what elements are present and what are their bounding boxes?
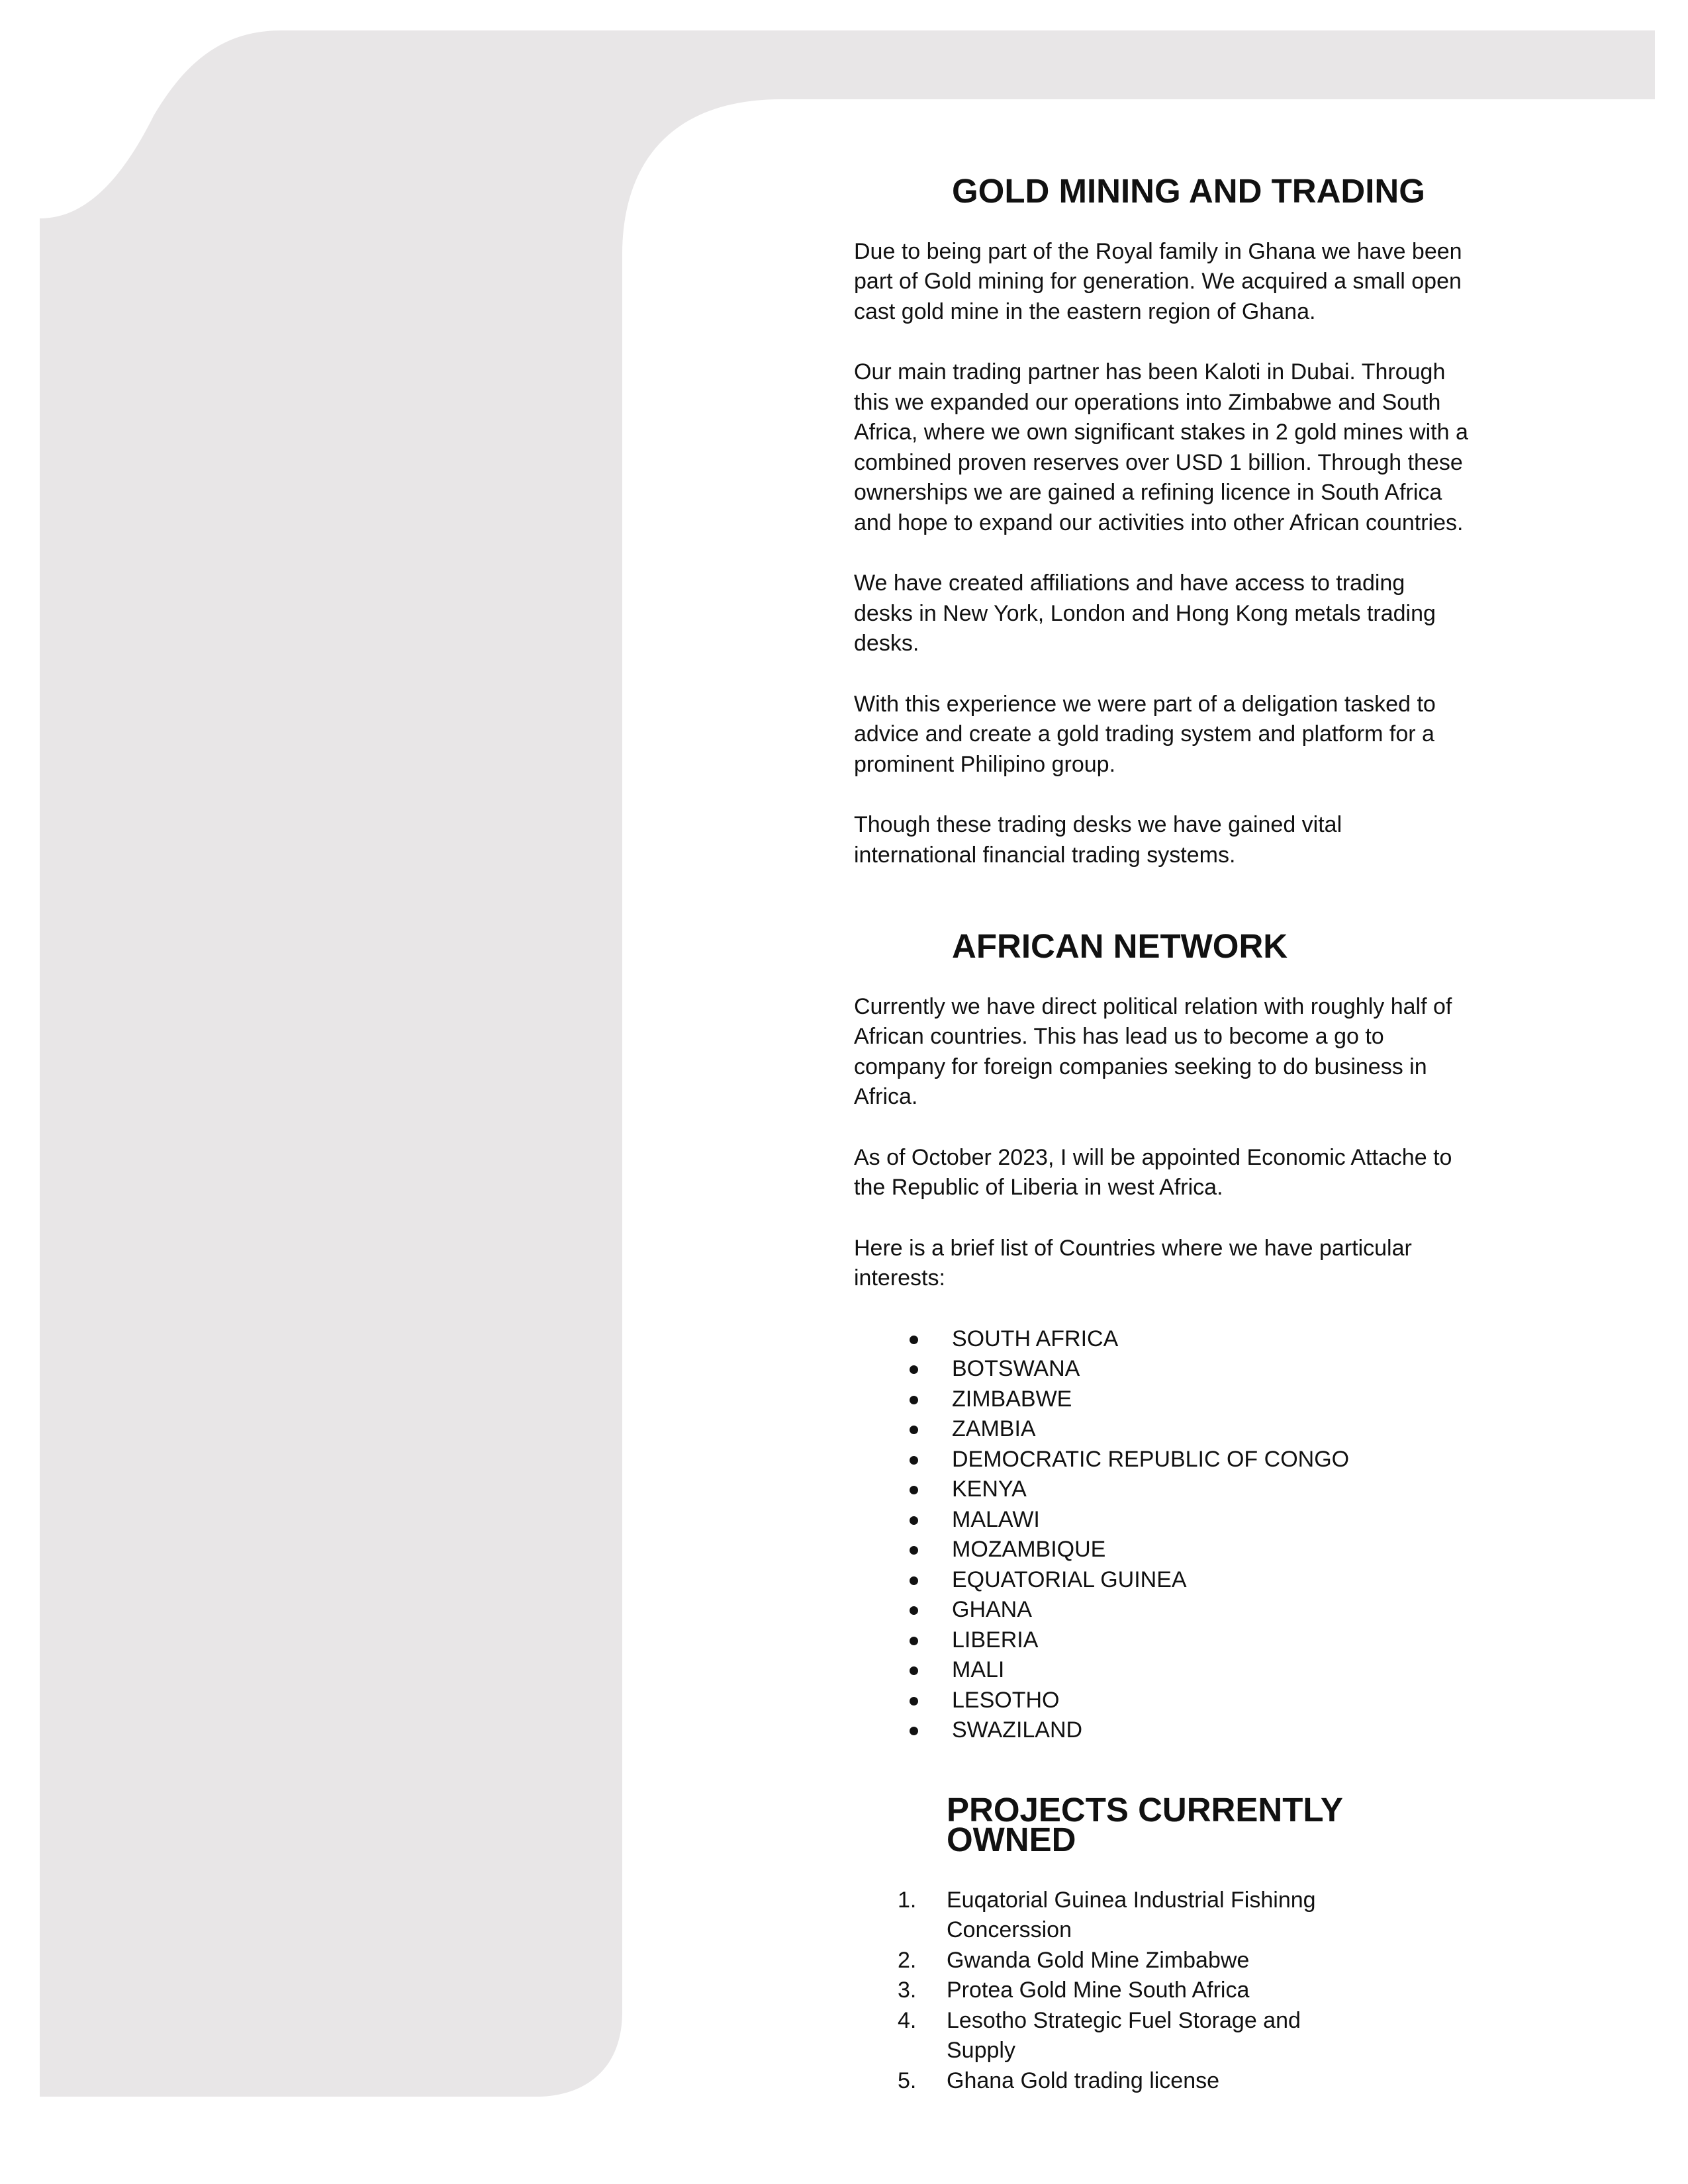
bullet-icon (910, 1365, 918, 1374)
country-label: EQUATORIAL GUINEA (952, 1567, 1187, 1592)
paragraph: Though these trading desks we have gained vital international financial trading systems. (854, 812, 1342, 868)
list-item (854, 1686, 1470, 1716)
country-label: LESOTHO (952, 1687, 1060, 1713)
bullet-icon (910, 1396, 918, 1404)
bullet-icon (910, 1456, 918, 1465)
list-item (854, 2066, 1331, 2097)
project-label: Ghana Gold trading license (947, 2068, 1220, 2093)
paragraph: As of October 2023, I will be appointed Economic Attache to the Republic of Liberia in west Africa. (854, 1144, 1452, 1200)
list-number: 3. (898, 1978, 917, 2003)
paragraph: Due to being part of the Royal family in Ghana we have been part of Gold mining for generation. We acquired a small open cast gold mine in the eastern region of Ghana. (854, 238, 1462, 324)
country-label: GHANA (952, 1597, 1032, 1622)
bullet-icon (910, 1697, 918, 1706)
bullet-icon (910, 1546, 918, 1555)
section-heading-gold-mining: GOLD MINING AND TRADING (952, 172, 1425, 210)
country-label: SWAZILAND (952, 1717, 1083, 1743)
bullet-icon (910, 1637, 918, 1645)
bullet-icon (910, 1426, 918, 1434)
country-label: MOZAMBIQUE (952, 1537, 1106, 1562)
country-label: MALI (952, 1657, 1005, 1682)
list-item (854, 1946, 1331, 1976)
section-heading-african-network: AFRICAN NETWORK (952, 927, 1288, 965)
list-item (854, 1565, 1470, 1596)
project-label: Lesotho Strategic Fuel Storage and Supply (947, 2007, 1301, 2063)
paragraph: Currently we have direct political relation with roughly half of African countries. This has lead us to become a go to company for foreign companies seeking to do business in Africa. (854, 993, 1452, 1109)
bullet-icon (910, 1666, 918, 1675)
list-number: 4. (898, 2007, 917, 2033)
list-item (854, 1715, 1470, 1746)
list-item (854, 1655, 1470, 1686)
bullet-icon (910, 1727, 918, 1735)
bullet-icon (910, 1336, 918, 1344)
list-number: 5. (898, 2068, 917, 2093)
list-item (854, 1414, 1470, 1445)
paragraph: Our main trading partner has been Kaloti in Dubai. Through this we expanded our operations into Zimbabwe and South Africa, where we own significant stakes in 2 gold mines with a combined proven reserves over USD 1 billion. Through these ownerships we are gained a refining licence in South Africa and hope to expand our activities into other African countries. (854, 359, 1468, 535)
country-label: KENYA (952, 1477, 1027, 1502)
projects-list (854, 1886, 1470, 2097)
list-item (854, 1595, 1470, 1625)
list-item (854, 1385, 1470, 1415)
list-item (854, 1324, 1470, 1355)
list-item (854, 1976, 1331, 2006)
paragraph: Here is a brief list of Countries where we have particular interests: (854, 1235, 1412, 1291)
country-label: BOTSWANA (952, 1356, 1080, 1381)
document-content (854, 172, 1470, 2096)
paragraph: With this experience we were part of a deligation tasked to advice and create a gold trading system and platform for a prominent Philipino group. (854, 691, 1436, 777)
list-item (854, 1886, 1331, 1946)
country-label: MALAWI (952, 1506, 1040, 1532)
list-item (854, 1445, 1470, 1475)
list-item (854, 2006, 1331, 2066)
bullet-icon (910, 1576, 918, 1585)
project-label: Protea Gold Mine South Africa (947, 1978, 1250, 2003)
country-label: ZIMBABWE (952, 1386, 1072, 1412)
country-label: SOUTH AFRICA (952, 1326, 1119, 1351)
list-item (854, 1535, 1470, 1565)
paragraph: We have created affiliations and have access to trading desks in New York, London and Hong Kong metals trading desks. (854, 570, 1436, 656)
country-label: LIBERIA (952, 1627, 1039, 1653)
section-heading-projects: PROJECTS CURRENTLY OWNED (947, 1790, 1342, 1858)
list-item (854, 1475, 1470, 1505)
list-item (854, 1625, 1470, 1656)
list-number: 1. (898, 1887, 917, 1913)
project-label: Euqatorial Guinea Industrial Fishinng Concerssion (947, 1887, 1316, 1942)
bullet-icon (910, 1516, 918, 1525)
bullet-icon (910, 1486, 918, 1494)
list-item (854, 1505, 1470, 1535)
list-number: 2. (898, 1947, 917, 1973)
country-label: ZAMBIA (952, 1416, 1036, 1441)
bullet-icon (910, 1606, 918, 1615)
country-list (854, 1324, 1470, 1746)
list-item (854, 1354, 1470, 1385)
country-label: DEMOCRATIC REPUBLIC OF CONGO (952, 1446, 1350, 1472)
project-label: Gwanda Gold Mine Zimbabwe (947, 1947, 1250, 1973)
